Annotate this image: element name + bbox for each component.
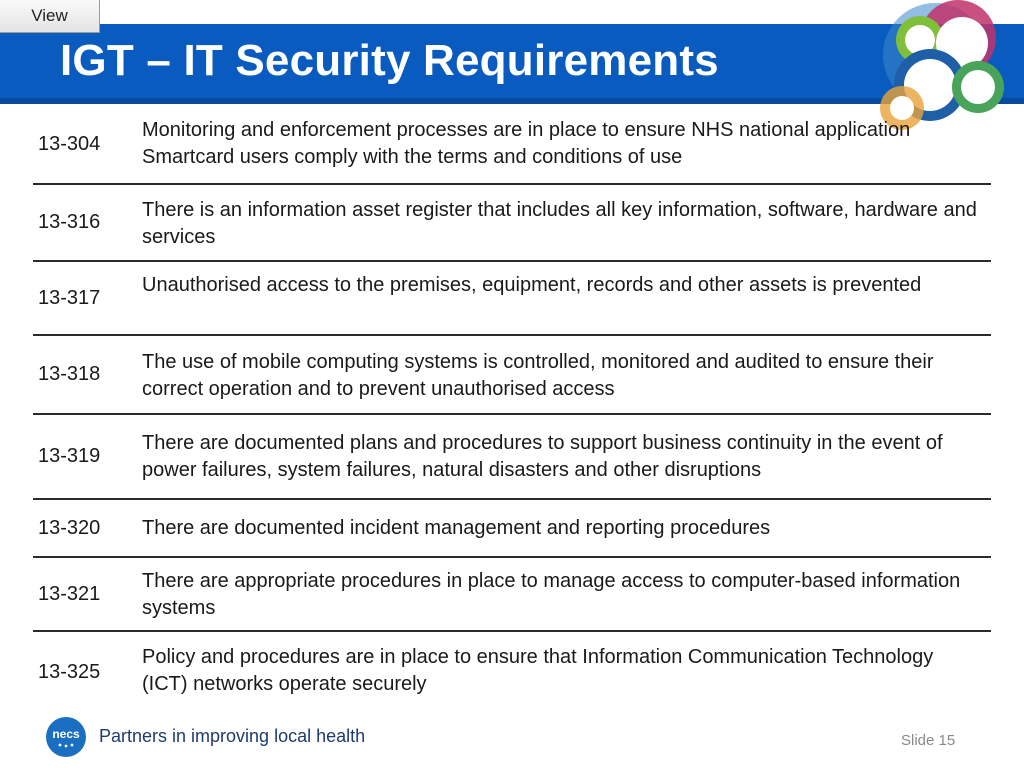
- requirement-text: There is an information asset register that includes all key information, software, hardware and services: [142, 199, 977, 248]
- requirement-code: 13-319: [38, 445, 101, 467]
- requirement-code: 13-321: [38, 582, 101, 605]
- table-row: [33, 185, 991, 262]
- requirement-text: Monitoring and enforcement processes are in place to ensure NHS national application Smartcard users comply with the terms and conditions of use: [142, 119, 911, 168]
- view-tab[interactable]: View: [0, 0, 100, 33]
- requirement-code: 13-325: [38, 660, 101, 683]
- requirement-text: The use of mobile computing systems is controlled, monitored and audited to ensure their correct operation and to prevent unauthorised access: [142, 351, 934, 400]
- requirement-code: 13-317: [38, 286, 101, 309]
- table-row: [33, 336, 991, 415]
- table-row: [33, 415, 991, 500]
- requirements-table: [33, 106, 991, 712]
- page-title: IGT – IT Security Requirements: [60, 36, 719, 85]
- table-row: [33, 262, 991, 336]
- necs-logo-text: necs: [52, 727, 80, 741]
- requirement-text: Unauthorised access to the premises, equipment, records and other assets is prevented: [142, 274, 922, 296]
- table-row: [33, 558, 991, 632]
- requirement-text: There are documented plans and procedures to support business continuity in the event of power failures, system failures, natural disasters and other disruptions: [142, 432, 943, 481]
- requirement-code: 13-320: [38, 516, 101, 539]
- requirement-code: 13-318: [38, 363, 101, 385]
- table-row: [33, 500, 991, 558]
- table-row: [33, 632, 991, 712]
- necs-logo: [45, 716, 87, 758]
- requirement-code: 13-316: [38, 211, 101, 233]
- requirement-text: There are appropriate procedures in place to manage access to computer-based information systems: [142, 570, 961, 619]
- requirement-code: 13-304: [38, 133, 101, 155]
- requirement-text: There are documented incident management and reporting procedures: [142, 517, 771, 539]
- slide-number: Slide 15: [901, 732, 956, 749]
- table-row: [33, 106, 991, 185]
- requirement-text: Policy and procedures are in place to ensure that Information Communication Technology (ICT) networks operate securely: [142, 646, 934, 695]
- title-band-stripe: [0, 98, 1024, 104]
- footer-tagline: Partners in improving local health: [99, 726, 366, 746]
